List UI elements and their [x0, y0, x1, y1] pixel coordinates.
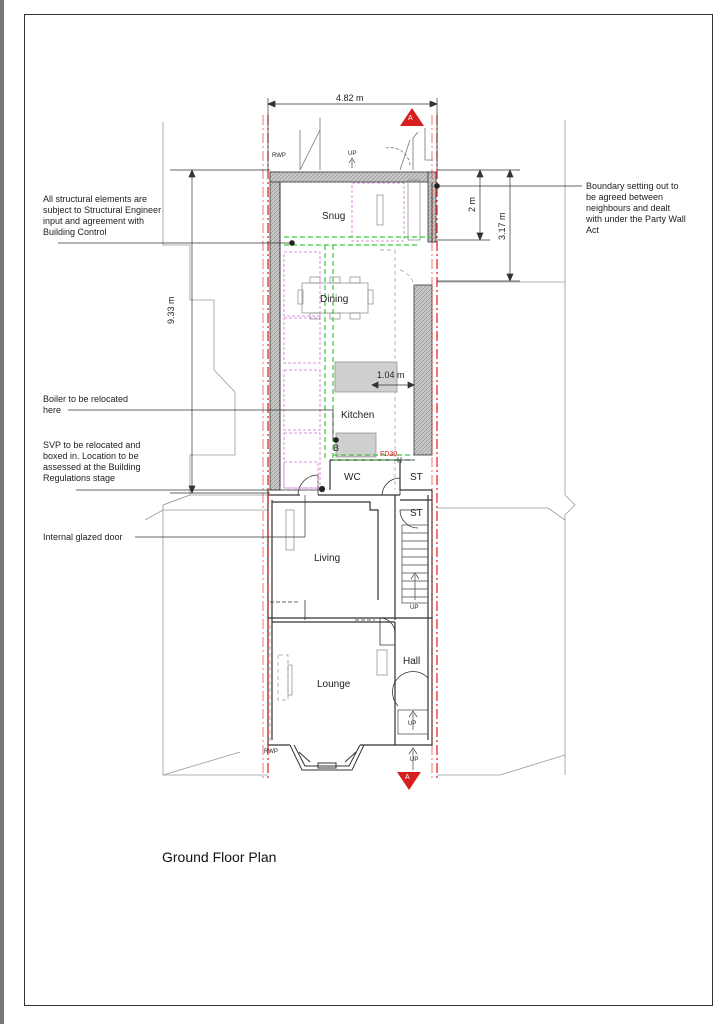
room-label-store-1: ST — [410, 472, 423, 483]
note-boundary: Boundary setting out to be agreed between neighbours and dealt with under the Party Wall Act — [586, 181, 686, 235]
dimension-island-gap: 1.04 m — [377, 370, 405, 380]
up-label-stairs: UP — [410, 605, 419, 611]
dimension-rear-depth: 3.17 m — [497, 212, 507, 240]
drawing-title: Ground Floor Plan — [162, 849, 277, 865]
room-label-dining: Dining — [320, 294, 349, 305]
note-structural: All structural elements are subject to Structural Engineer input and agreement with Building Control — [43, 194, 162, 237]
dimension-width: 4.82 m — [336, 93, 364, 103]
room-label-lounge: Lounge — [317, 679, 351, 690]
room-label-hall: Hall — [403, 656, 421, 667]
note-boiler: Boiler to be relocated here — [43, 394, 129, 415]
fire-door-label: FD30 — [380, 451, 398, 458]
boiler-mark: B — [333, 443, 340, 453]
room-label-kitchen: Kitchen — [341, 410, 375, 421]
section-marker-top: A — [408, 115, 413, 122]
room-label-wc: WC — [344, 472, 361, 483]
doors — [270, 475, 428, 706]
up-label-front: UP — [410, 757, 419, 763]
section-marker-bottom: A — [405, 774, 410, 781]
note-svp: SVP to be relocated and boxed in. Location to be assessed at the Building Regulations stage — [43, 440, 141, 483]
rwp-label-top: RWP — [272, 153, 286, 159]
dimension-length: 9.33 m — [166, 296, 176, 324]
note-glazed-door: Internal glazed door — [43, 532, 123, 542]
room-label-snug: Snug — [322, 211, 346, 222]
house-walls — [268, 460, 432, 745]
up-label-hall: UP — [408, 721, 417, 727]
room-label-store-2: ST — [410, 508, 423, 519]
dimension-snug-depth: 2 m — [467, 196, 477, 212]
bay-window — [290, 745, 364, 770]
new-structure-lines — [284, 237, 432, 460]
rwp-label-bottom: RWP — [264, 749, 278, 755]
room-label-living: Living — [314, 553, 341, 564]
up-label-rear: UP — [348, 151, 357, 157]
